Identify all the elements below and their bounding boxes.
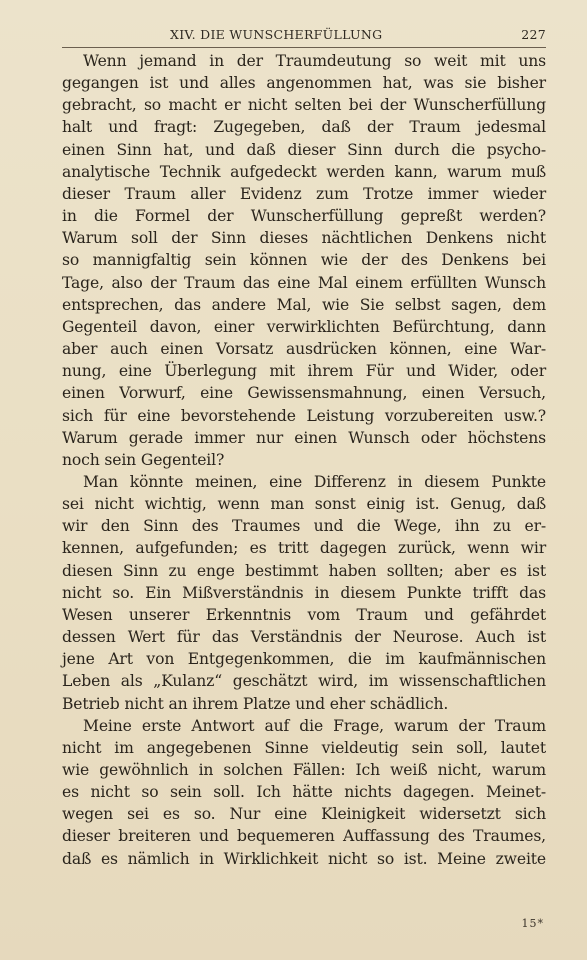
text-line: wegen sei es so. Nur eine Kleinigkeit widersetzt sich: [62, 805, 546, 824]
text-line: aber auch einen Vorsatz ausdrücken können, eine War-: [62, 340, 546, 359]
body-text: [62, 50, 546, 870]
text-line: daß es nämlich in Wirklichkeit nicht so ist. Meine zweite: [62, 849, 546, 868]
text-line: dessen Wert für das Verständnis der Neurose. Auch ist: [62, 628, 546, 647]
text-line: halt und fragt: Zugegeben, daß der Traum jedesmal: [62, 118, 546, 137]
text-line: in die Formel der Wunscherfüllung gepreßt werden?: [62, 207, 546, 226]
text-line: analytische Technik aufgedeckt werden kann, warum muß: [62, 162, 546, 181]
text-line: gebracht, so macht er nicht selten bei der Wunscherfüllung: [62, 96, 546, 115]
chapter-title: XIV. DIE WUNSCHERFÜLLUNG: [170, 27, 383, 42]
text-line: nung, eine Überlegung mit ihrem Für und Wider, oder: [62, 362, 546, 381]
text-line: noch sein Gegenteil?: [62, 450, 225, 469]
text-line: diesen Sinn zu enge bestimmt haben sollten; aber es ist: [62, 561, 546, 580]
text-line: Meine erste Antwort auf die Frage, warum der Traum: [83, 716, 546, 735]
text-line: nicht so. Ein Mißverständnis in diesem Punkte trifft das: [62, 583, 546, 602]
text-line: einen Sinn hat, und daß dieser Sinn durch die psycho-: [62, 140, 546, 159]
text-line: einen Vorwurf, eine Gewissensmahnung, einen Versuch,: [62, 384, 546, 403]
text-line: entsprechen, das andere Mal, wie Sie selbst sagen, dem: [62, 295, 546, 314]
text-line: es nicht so sein soll. Ich hätte nichts dagegen. Meinet-: [62, 783, 546, 802]
text-line: Warum soll der Sinn dieses nächtlichen Denkens nicht: [62, 229, 546, 248]
text-line: sich für eine bevorstehende Leistung vorzubereiten usw.?: [62, 406, 546, 425]
text-line: Betrieb nicht an ihrem Platze und eher schädlich.: [62, 694, 449, 713]
text-line: dieser breiteren und bequemeren Auffassung des Traumes,: [62, 827, 546, 846]
text-line: kennen, aufgefunden; es tritt dagegen zurück, wenn wir: [62, 539, 546, 558]
text-line: Warum gerade immer nur einen Wunsch oder höchstens: [62, 428, 546, 447]
text-line: Leben als „Kulanz“ geschätzt wird, im wissenschaftlichen: [62, 672, 546, 691]
text-line: dieser Traum aller Evidenz zum Trotze immer wieder: [62, 184, 546, 203]
signature-mark: 15*: [521, 917, 544, 930]
text-line: nicht im angegebenen Sinne vieldeutig sein soll, lautet: [62, 738, 546, 757]
text-line: Man könnte meinen, eine Differenz in diesem Punkte: [83, 472, 546, 491]
text-line: wir den Sinn des Traumes und die Wege, ihn zu er-: [62, 517, 546, 536]
page-number: 227: [521, 27, 546, 42]
text-line: gegangen ist und alles angenommen hat, was sie bisher: [62, 74, 546, 93]
text-line: Tage, also der Traum das eine Mal einem erfüllten Wunsch: [62, 273, 546, 292]
text-line: sei nicht wichtig, wenn man sonst einig ist. Genug, daß: [62, 495, 546, 514]
running-header: [62, 27, 546, 48]
text-line: wie gewöhnlich in solchen Fällen: Ich weiß nicht, warum: [62, 761, 546, 779]
text-line: so mannigfaltig sein können wie der des Denkens bei: [62, 251, 546, 270]
text-line: Gegenteil davon, einer verwirklichten Befürchtung, dann: [62, 317, 546, 336]
text-line: Wesen unserer Erkenntnis vom Traum und gefährdet: [62, 605, 546, 624]
text-line: jene Art von Entgegenkommen, die im kaufmännischen: [62, 650, 546, 669]
text-line: Wenn jemand in der Traumdeutung so weit mit uns: [83, 52, 546, 70]
